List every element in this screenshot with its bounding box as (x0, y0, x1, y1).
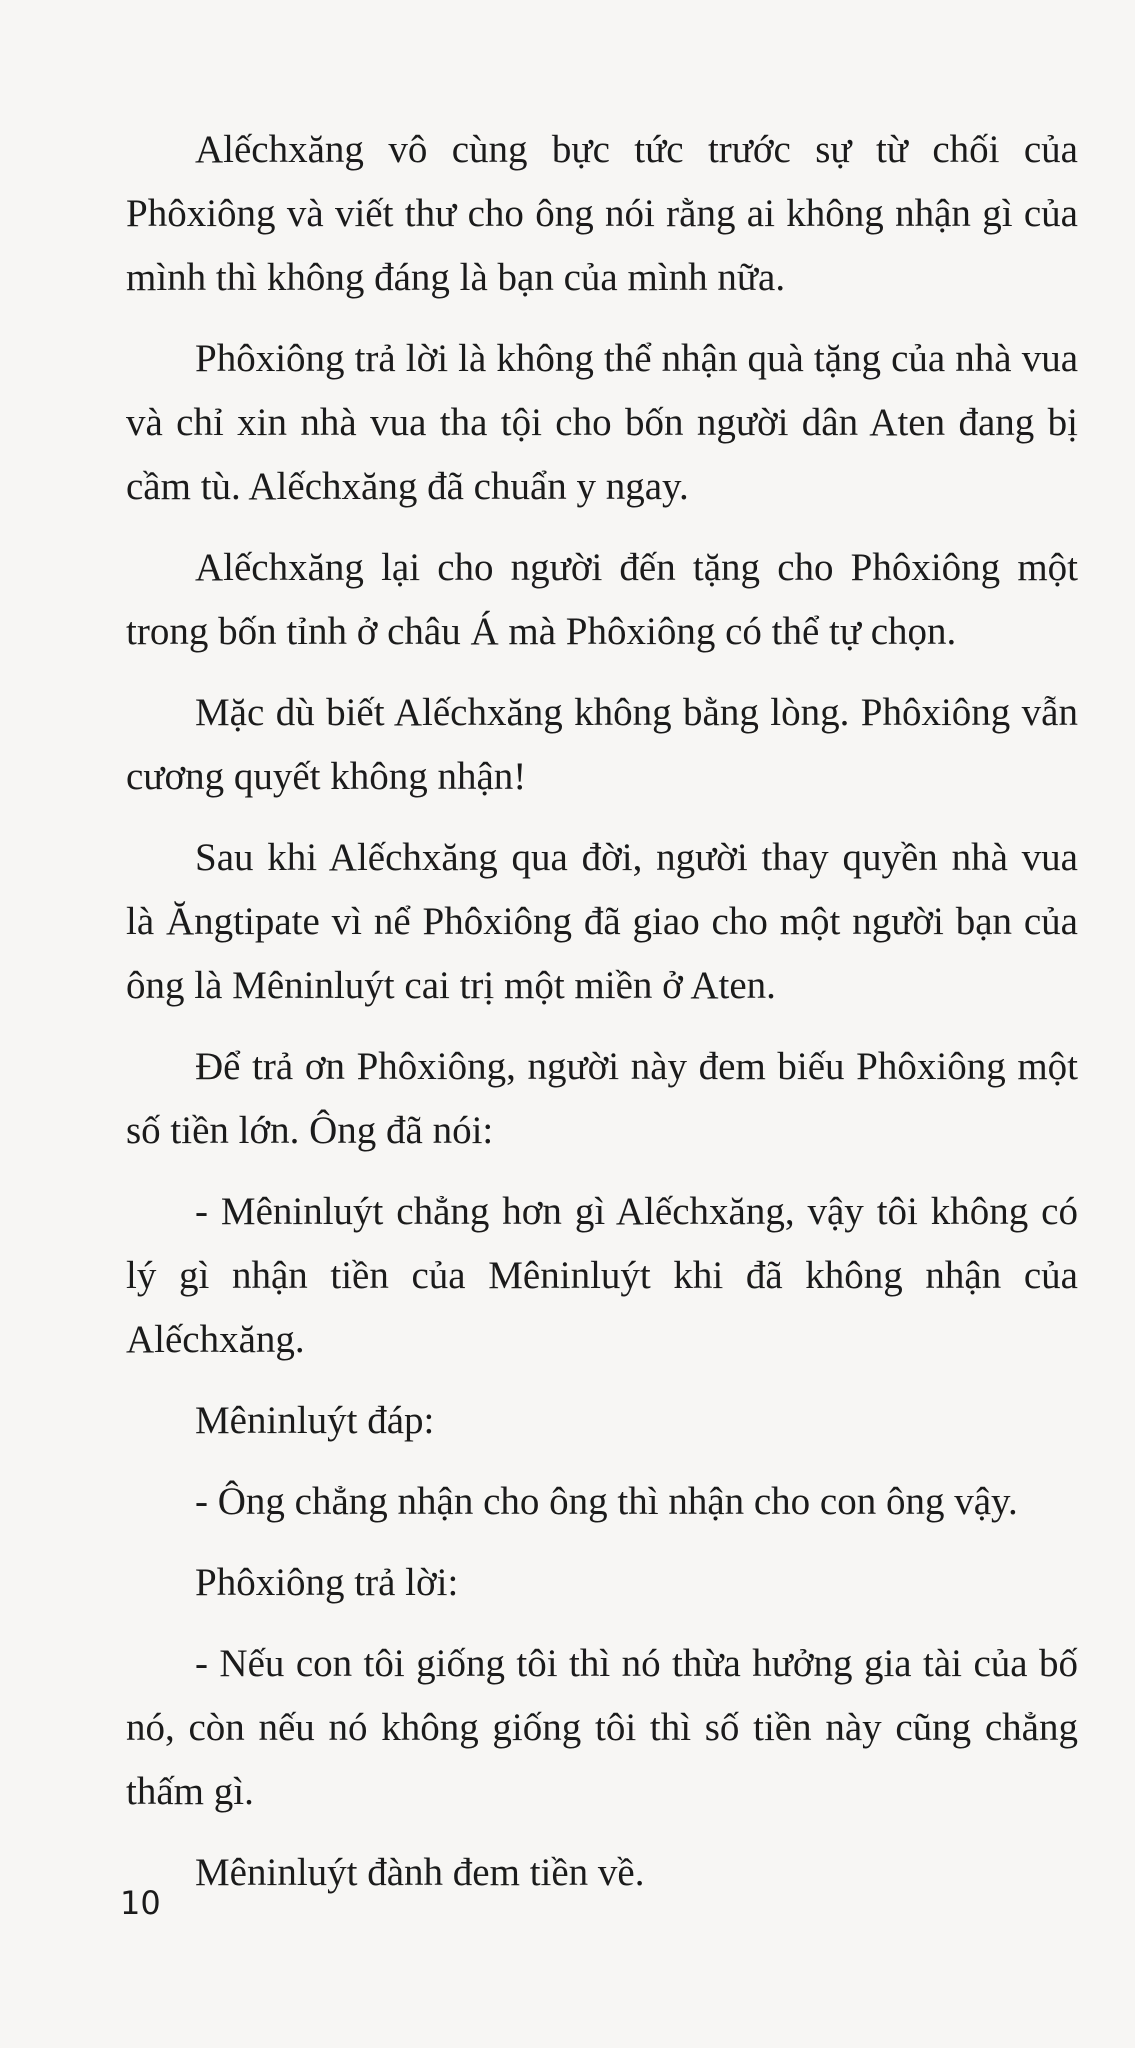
paragraph: Alếchxăng vô cùng bực tức trước sự từ chối của Phôxiông và viết thư cho ông nói rằng ai không nhận gì của mình thì không đáng là bạn của mình nữa. (126, 128, 1078, 299)
paragraph: Mêninluýt đáp: (195, 1399, 435, 1442)
page-number: 10 (120, 1884, 161, 1922)
dialogue-paragraph: - Nếu con tôi giống tôi thì nó thừa hưởng gia tài của bố nó, còn nếu nó không giống tôi thì số tiền này cũng chẳng thấm gì. (126, 1642, 1078, 1813)
paragraph: Sau khi Alếchxăng qua đời, người thay quyền nhà vua là Ăngtipate vì nể Phôxiông đã giao cho một người bạn của ông là Mêninluýt cai trị một miền ở Aten. (126, 836, 1078, 1007)
paragraph: Phôxiông trả lời là không thể nhận quà tặng của nhà vua và chỉ xin nhà vua tha tội cho bốn người dân Aten đang bị cầm tù. Alếchxăng đã chuẩn y ngay. (126, 337, 1078, 508)
dialogue-paragraph: - Ông chẳng nhận cho ông thì nhận cho con ông vậy. (195, 1480, 1018, 1523)
paragraph: Mặc dù biết Alếchxăng không bằng lòng. Phôxiông vẫn cương quyết không nhận! (126, 691, 1078, 798)
paragraph: Mêninluýt đành đem tiền về. (195, 1851, 645, 1894)
paragraph: Alếchxăng lại cho người đến tặng cho Phôxiông một trong bốn tỉnh ở châu Á mà Phôxiông có thể tự chọn. (126, 546, 1078, 653)
paragraph: Để trả ơn Phôxiông, người này đem biếu Phôxiông một số tiền lớn. Ông đã nói: (126, 1045, 1078, 1152)
paragraph: Phôxiông trả lời: (195, 1561, 459, 1604)
dialogue-paragraph: - Mêninluýt chẳng hơn gì Alếchxăng, vậy tôi không có lý gì nhận tiền của Mêninluýt khi đã không nhận của Alếchxăng. (126, 1190, 1078, 1361)
